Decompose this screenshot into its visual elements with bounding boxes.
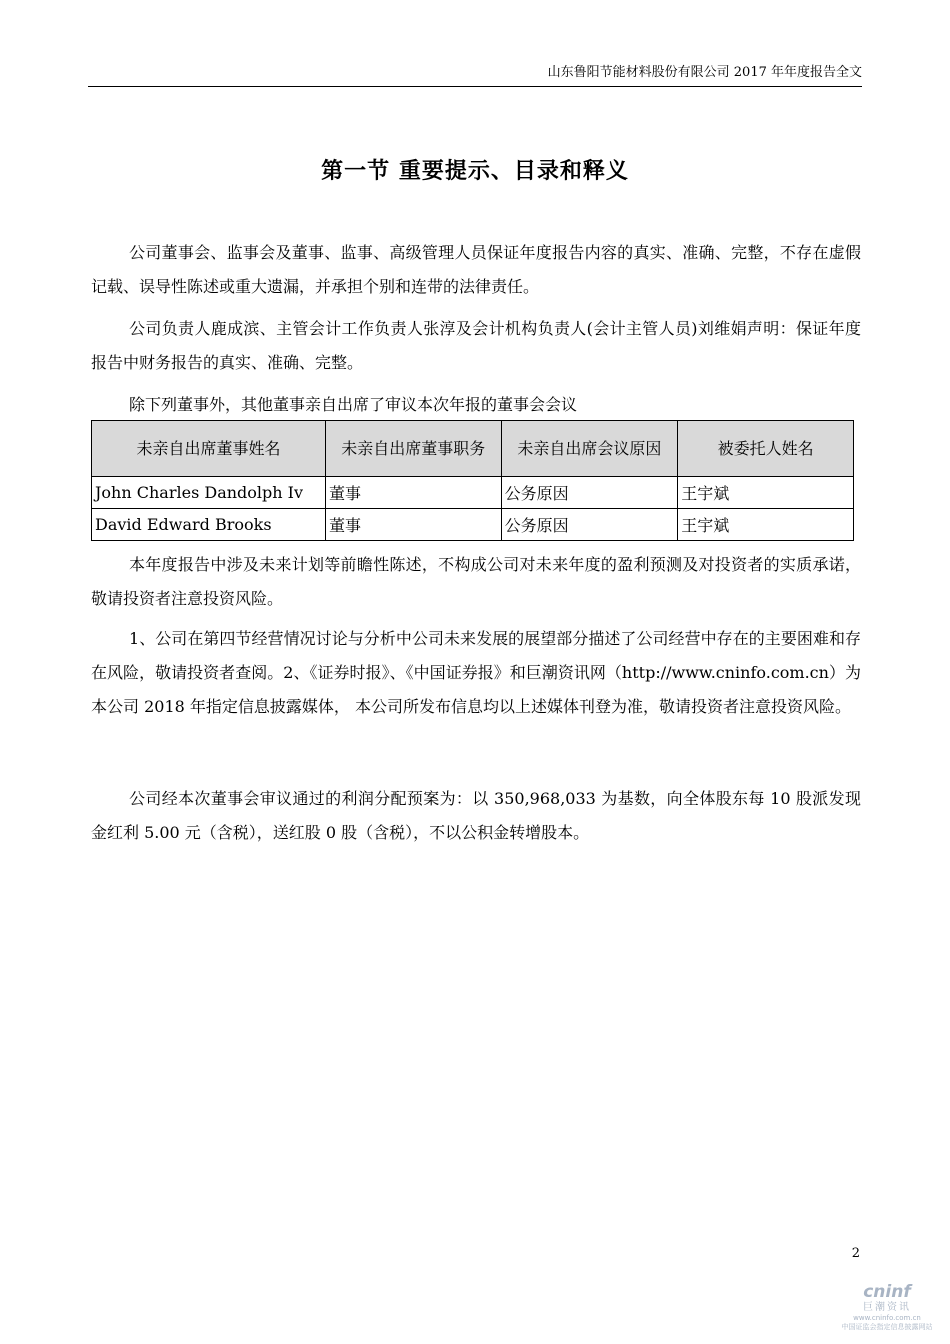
cninfo-org: 中国证监会指定信息披露网站 xyxy=(841,1323,933,1331)
table-header-row xyxy=(92,421,854,477)
proxy-name-cell: 王宇斌 xyxy=(678,477,854,509)
proxy-name-cell: 王宇斌 xyxy=(678,509,854,541)
table-header-cell: 未亲自出席会议原因 xyxy=(501,421,678,477)
cninfo-name: 巨潮资讯 xyxy=(863,1302,911,1313)
director-position-cell: 董事 xyxy=(325,477,501,509)
paragraph-financial-declaration: 公司负责人鹿成滨、主管会计工作负责人张淳及会计机构负责人(会计主管人员)刘维娟声明：保证年度报告中财务报告的真实、准确、完整。 xyxy=(91,319,861,372)
paragraph-risk-and-media: 1、公司在第四节经营情况讨论与分析中公司未来发展的展望部分描述了公司经营中存在的主要困难和存在风险，敬请投资者查阅。2、《证券时报》、《中国证券报》和巨潮资讯网（http://www.cninfo.com.cn）为本公司 2018 年指定信息披露媒体， 本公司所发布信息均以上述媒体刊登为准，敬请投资者注意投资风险。 xyxy=(91,629,861,716)
director-name-cell: David Edward Brooks xyxy=(92,509,326,541)
paragraph-absent-directors-intro: 除下列董事外，其他董事亲自出席了审议本次年报的董事会会议 xyxy=(129,395,578,414)
director-position-cell: 董事 xyxy=(325,509,501,541)
paragraph-forward-looking: 本年度报告中涉及未来计划等前瞻性陈述，不构成公司对未来年度的盈利预测及对投资者的实质承诺，敬请投资者注意投资风险。 xyxy=(91,555,861,608)
paragraph-profit-distribution: 公司经本次董事会审议通过的利润分配预案为：以 350,968,033 为基数，向全体股东每 10 股派发现金红利 5.00 元（含税），送红股 0 股（含税），不以公积金转增股本。 xyxy=(91,789,861,842)
table-row xyxy=(92,477,854,509)
cninfo-logo: cninf xyxy=(863,1282,911,1302)
table-row xyxy=(92,509,854,541)
table-header-cell: 被委托人姓名 xyxy=(678,421,854,477)
cninfo-watermark xyxy=(832,1282,942,1340)
header-divider xyxy=(88,86,862,87)
paragraph-board-guarantee: 公司董事会、监事会及董事、监事、高级管理人员保证年度报告内容的真实、准确、完整，不存在虚假记载、误导性陈述或重大遗漏，并承担个别和连带的法律责任。 xyxy=(91,243,861,296)
table-header-cell: 未亲自出席董事职务 xyxy=(325,421,501,477)
absence-reason-cell: 公务原因 xyxy=(501,509,678,541)
table-header-cell: 未亲自出席董事姓名 xyxy=(92,421,326,477)
section-title: 第一节 重要提示、目录和释义 xyxy=(321,159,629,184)
absent-directors-table xyxy=(91,420,854,541)
cninfo-url: www.cninfo.com.cn xyxy=(853,1314,921,1322)
absence-reason-cell: 公务原因 xyxy=(501,477,678,509)
report-header-title: 山东鲁阳节能材料股份有限公司 2017 年年度报告全文 xyxy=(547,65,862,80)
director-name-cell: John Charles Dandolph Iv xyxy=(92,477,326,509)
page-number: 2 xyxy=(851,1246,860,1261)
